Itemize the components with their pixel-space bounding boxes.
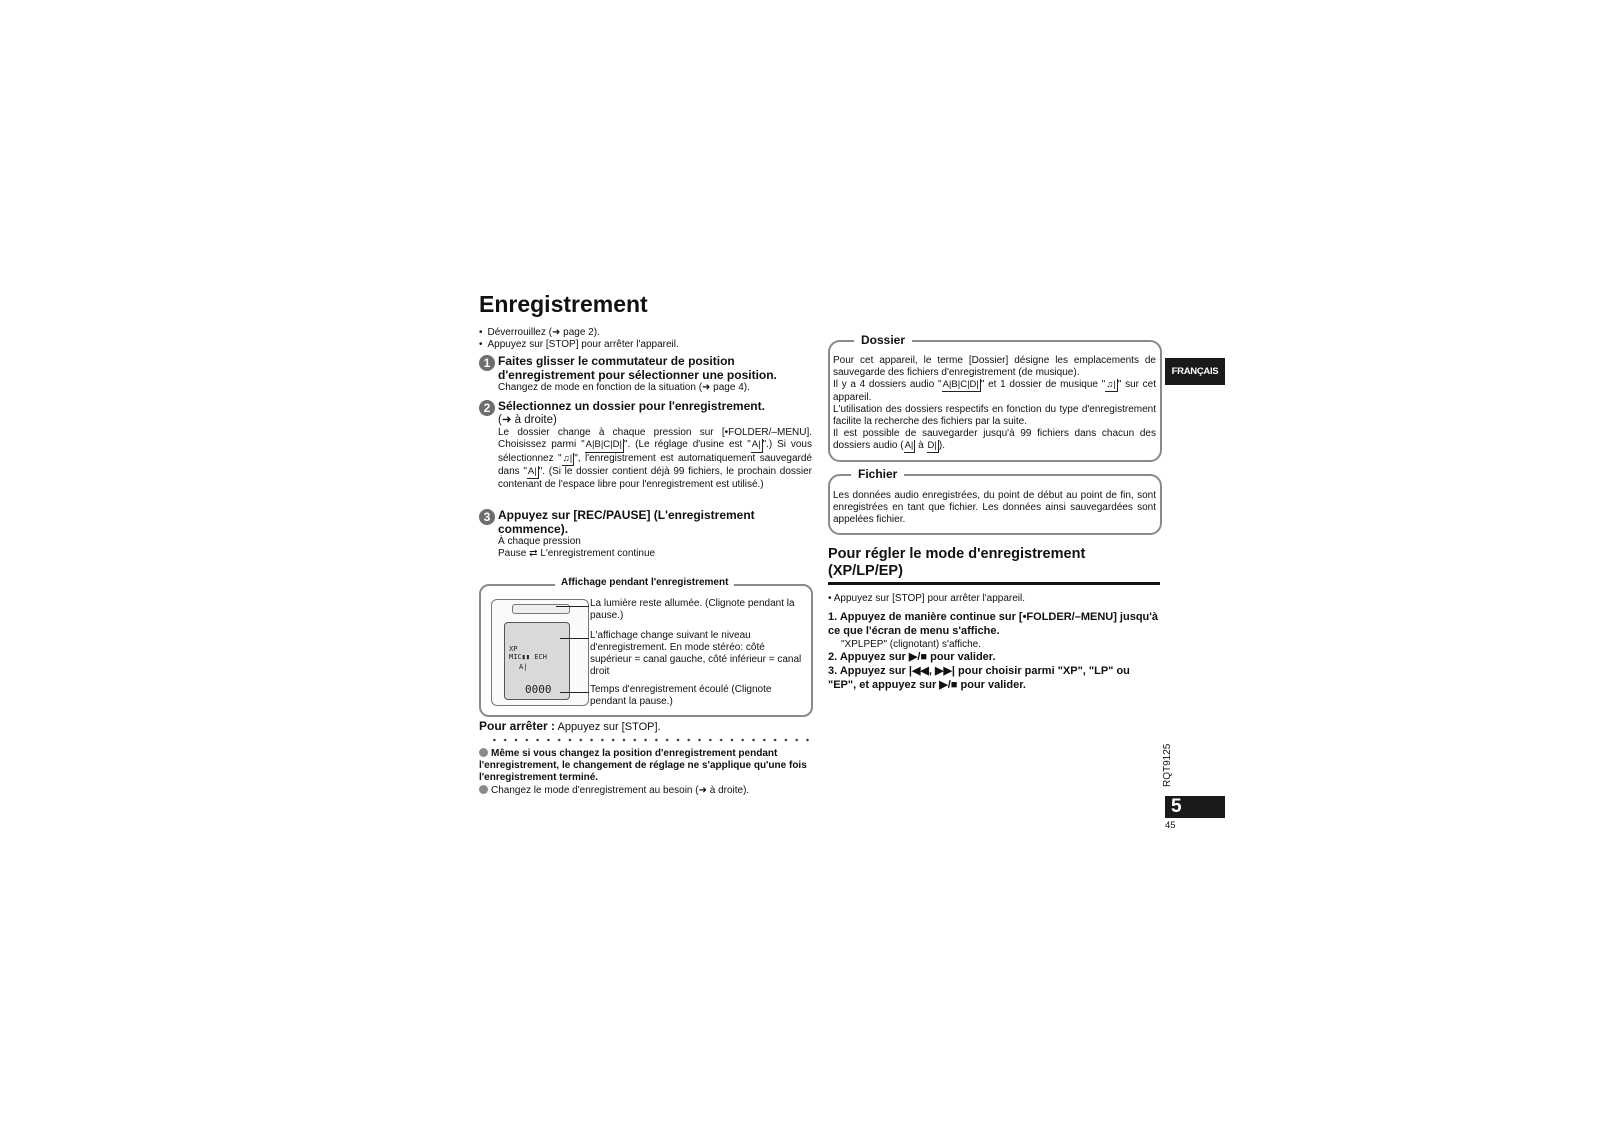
callout-line xyxy=(560,638,589,639)
step-heading: Sélectionnez un dossier pour l'enregistrement. xyxy=(498,399,765,413)
dossier-title: Dossier xyxy=(854,333,912,347)
lcd-time: 0000 xyxy=(525,683,552,696)
step-subheading: (➜ à droite) xyxy=(498,414,557,426)
step-heading: Appuyez sur [REC/PAUSE] (L'enregistrement commence). xyxy=(498,508,755,536)
step-number: 1 xyxy=(479,355,495,371)
mode-step-2: 2. Appuyez sur ▶/■ pour valider. xyxy=(828,651,996,663)
page-title: Enregistrement xyxy=(479,291,648,317)
lcd-folder: A| xyxy=(519,663,528,671)
note-bullet-icon xyxy=(479,748,488,757)
lcd-mode: XP xyxy=(509,645,518,653)
step-body: Le dossier change à chaque pression sur [•FOLDER/–MENU]. Choisissez parmi "A|B|C|D| ". (Le réglage d'usine est "A| ".) Si vous sélectionnez "♫| ", l'enregistrement est automatiquement sauvegardé dans "A| ". (Si le dossier contient déjà 99 fichiers, le prochain dossier contenant de l'espace libre pour l'enregistrement est utilisé.) xyxy=(498,427,812,491)
page-number-small: 45 xyxy=(1165,820,1176,831)
step-body: Pause ⇄ L'enregistrement continue xyxy=(498,548,656,560)
step-3 xyxy=(479,508,812,561)
folder-symbols: A|B|C|D| xyxy=(585,439,624,452)
mode-step-1: 1. Appuyez de manière continue sur [•FOLDER/–MENU] jusqu'à ce que l'écran de menu s'affiche. xyxy=(828,611,1158,637)
note: Même si vous changez la position d'enregistrement pendant l'enregistrement, le changement de réglage ne s'applique qu'une fois l'enregistrement terminé. xyxy=(479,748,807,783)
note: Changez le mode d'enregistrement au besoin (➜ à droite). xyxy=(479,785,812,797)
dossier-box xyxy=(828,333,1162,462)
stop-instruction: Pour arrêter : Appuyez sur [STOP]. xyxy=(479,719,661,733)
toggle-arrows-icon: ⇄ xyxy=(529,548,538,560)
language-tab: FRANÇAIS xyxy=(1165,358,1225,385)
fichier-title: Fichier xyxy=(851,467,904,481)
step-2 xyxy=(479,399,812,491)
callout-time: Temps d'enregistrement écoulé (Clignote pendant la pause.) xyxy=(590,684,772,707)
recorder-device-illustration xyxy=(491,599,589,706)
folder-symbol: A| xyxy=(751,439,763,452)
intro-bullet: • Déverrouillez (➜ page 2). xyxy=(479,327,600,339)
callout-light: La lumière reste allumée. (Clignote pendant la pause.) xyxy=(590,598,795,621)
music-folder-icon: ♫| xyxy=(1106,379,1116,390)
step-heading: Faites glisser le commutateur de position d'enregistrement pour sélectionner une position. xyxy=(498,354,777,382)
display-panel-title: Affichage pendant l'enregistrement xyxy=(555,577,734,588)
callout-line xyxy=(556,606,589,607)
music-folder-icon: ♫| xyxy=(562,453,575,466)
mode-step-3: 3. Appuyez sur |◀◀, ▶▶| pour choisir parmi "XP", "LP" ou "EP", et appuyez sur ▶/■ pour valider. xyxy=(828,665,1130,691)
lcd-level: MIC▮▮ ECH xyxy=(509,653,547,661)
document-code: RQT9125 xyxy=(1162,743,1173,787)
step-number: 2 xyxy=(479,400,495,416)
mode-section-heading: Pour régler le mode d'enregistrement (XP/LP/EP) xyxy=(828,546,1160,585)
folder-symbol: A| xyxy=(527,466,539,479)
dotted-separator xyxy=(489,738,813,742)
step-body: À chaque pression xyxy=(498,536,581,547)
callout-level: L'affichage change suivant le niveau d'enregistrement. En mode stéréo: côté supérieur = canal gauche, côté inférieur = canal droit xyxy=(590,630,802,677)
mode-bullet: • Appuyez sur [STOP] pour arrêter l'appareil. xyxy=(828,593,1025,604)
note-bullet-icon xyxy=(479,785,488,794)
callout-line xyxy=(560,692,589,693)
step-number: 3 xyxy=(479,509,495,525)
lcd-screen xyxy=(504,622,570,700)
fichier-box xyxy=(828,467,1162,535)
page-number: 5 xyxy=(1165,796,1225,818)
fichier-text: Les données audio enregistrées, du point de début au point de fin, sont enregistrées en tant que fichier. Les données ainsi sauvegardées sont appelées fichier. xyxy=(833,490,1156,525)
step-1 xyxy=(479,354,812,394)
intro-bullet: • Appuyez sur [STOP] pour arrêter l'appareil. xyxy=(479,339,679,351)
dossier-text: Pour cet appareil, le terme [Dossier] désigne les emplacements de sauvegarde des fichiers d'enregistrement (de musique). Il y a 4 dossiers audio "A|B|C|D| " et 1 dossier de musique "♫| " sur cet appareil. L'utilisation des dossiers respectifs en fonction du type d'enregistrement facilite la recherche des fichiers par la suite. Il est possible de sauvegarder jusqu'à 99 fichiers dans chacun des dossiers audio (A| à D| ). xyxy=(833,355,1157,451)
mode-step-1-note: "XPLPEP" (clignotant) s'affiche. xyxy=(841,639,982,650)
step-body: Changez de mode en fonction de la situation (➜ page 4). xyxy=(498,382,750,393)
